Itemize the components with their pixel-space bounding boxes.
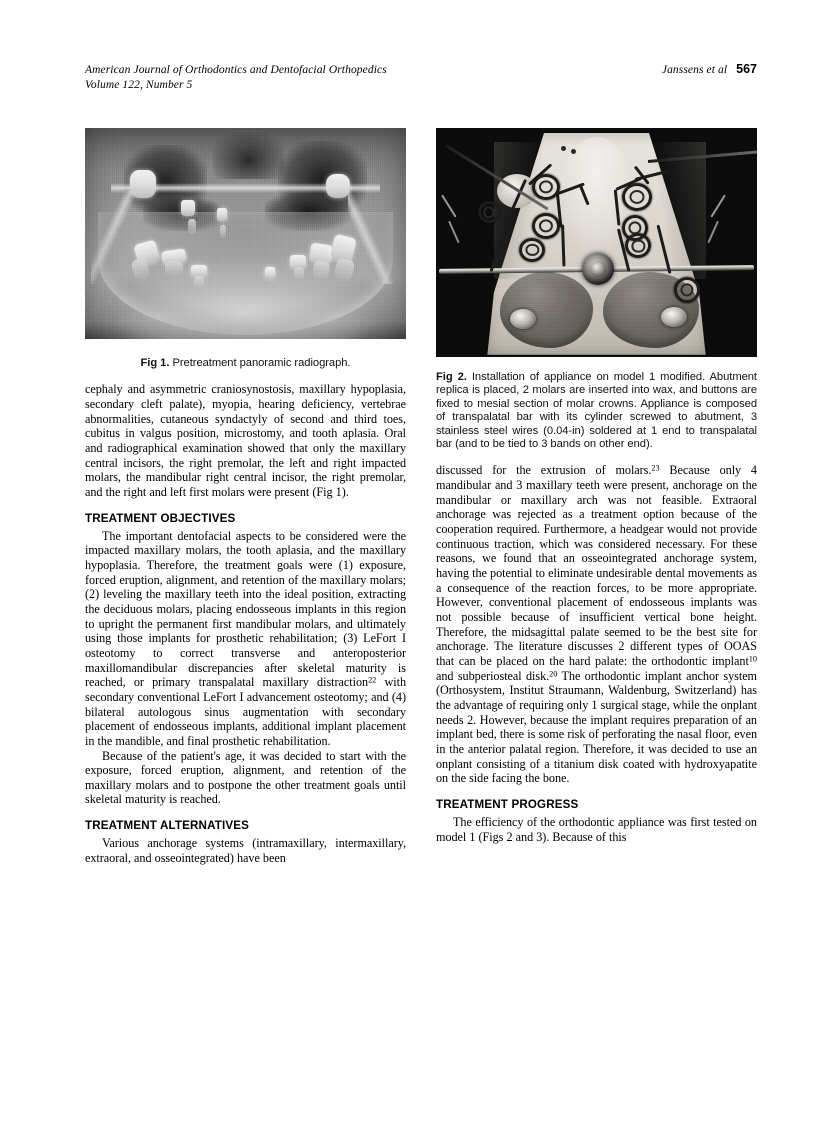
panoramic-radiograph-image <box>85 128 406 339</box>
running-head <box>85 60 757 93</box>
figure-1-caption-text: Pretreatment panoramic radiograph. <box>172 357 351 369</box>
paragraph-continued: cephaly and asymmetric craniosynostosis, maxillary hypoplasia, secondary cleft palate), myopia, hearing deficiency, vertebrae abnormalities, cutaneous syndactyly of second and third toes, cubitus in valgus position, microstomy, and tooth aplasia. Oral and radiographical examination showed that only the maxillary central incisors, the right premolar, the left and right impacted molars, the mandibular right central incisor, the right premolar, and the right and left first molars were present (Fig 1). <box>85 382 406 499</box>
figure-2-caption-text: Installation of appliance on model 1 modified. Abutment replica is placed, 2 molars are inserted into wax, and buttons are fixed to mesial section of molar crowns. Appliance is composed of transpalatal bar with its cylinder screwed to abutment, 3 stainless steel wires (0.04-in) soldered at 1 end to transpalatal bar (and to be tied to 3 bands on other end). <box>436 371 757 451</box>
right-column <box>436 128 757 844</box>
dental-model-appliance-image <box>436 128 757 357</box>
left-column-body <box>85 382 406 865</box>
journal-identification <box>85 60 387 93</box>
objectives-paragraph-2: Because of the patient's age, it was decided to start with the exposure, forced eruption, alignment, and retention of the maxillary molars and to postpone the other treatment goals until skeletal maturity is reached. <box>85 748 406 807</box>
page-number: 567 <box>736 62 757 76</box>
objectives-paragraph-1 <box>85 529 406 749</box>
reference-marker-23: 23 <box>651 463 660 473</box>
right-text-b: Because only 4 mandibular and 3 maxillary teeth were present, anchorage on the mandibular or maxillary arch was not feasible. Extraoral anchorage was rejected as a treatment option because of the cooperation required. Furthermore, a headgear would not provide continuous traction, which was considered necessary. For these reasons, we found that an osseointegrated anchorage system, having the potential to eliminate undesirable dental movements as a consequence of the reaction forces, to be more appropriate. However, conventional placement of endosseous implants was not possible because of insufficient vertical bone height. Therefore, the midsagittal palate seemed to be the best site for anchorage. The literature discusses 2 different types of OOAS that can be placed on the hard palate: the orthodontic implant <box>436 463 757 668</box>
journal-title: American Journal of Orthodontics and Dentofacial Orthopedics <box>85 64 387 76</box>
heading-treatment-progress: TREATMENT PROGRESS <box>436 797 579 811</box>
right-text-c: and subperiosteal disk. <box>436 668 550 683</box>
reference-marker-20: 20 <box>549 668 558 678</box>
right-text-a: discussed for the extrusion of molars. <box>436 463 652 478</box>
progress-paragraph-1: The efficiency of the orthodontic appliance was first tested on model 1 (Figs 2 and 3). Because of this <box>436 814 757 844</box>
figure-1 <box>85 128 406 370</box>
figure-2-caption <box>436 371 757 451</box>
running-head-right <box>662 62 757 76</box>
right-text-d: The orthodontic implant anchor system (Orthosystem, Institut Straumann, Waldenburg, Switzerland) has the advantage of requiring only 1 surgical stage, while the onplant needs 2. However, because the implant requires preparation of an implant bed, there is some risk of perforating the nasal floor, even in the anterior palatal region. Therefore, it was decided to use an onplant consisting of a titanium disk coated with hydroxyapatite on the side facing the bone. <box>436 668 757 786</box>
anchorage-discussion-paragraph <box>436 463 757 785</box>
figure-1-caption <box>85 357 406 370</box>
reference-marker-22: 22 <box>368 675 377 685</box>
figure-1-label: Fig 1. <box>140 357 170 369</box>
reference-marker-10: 10 <box>748 654 757 664</box>
objectives-text-a: The important dentofacial aspects to be considered were the impacted maxillary molars, the tooth aplasia, and the maxillary hypoplasia. Therefore, the treatment goals were (1) exposure, forced eruption, alignment, and retention of the maxillary molars; (2) leveling the maxillary teeth into the ideal position, extracting the deciduous molars, placing endosseous implants in this region to upright the permanent first mandibular molars, and ultimately using those implants for prosthetic rehabilitation; (3) LeFort I osteotomy to correct transverse and anteroposterior maxillomandibular discrepancies after skeletal maturity is reached, or primary transpalatal maxillary distraction <box>85 528 406 690</box>
heading-treatment-alternatives: TREATMENT ALTERNATIVES <box>85 819 249 833</box>
right-column-body <box>436 463 757 844</box>
journal-volume-issue: Volume 122, Number 5 <box>85 79 193 91</box>
left-column <box>85 128 406 865</box>
article-authors: Janssens et al <box>661 64 728 76</box>
heading-treatment-objectives: TREATMENT OBJECTIVES <box>85 511 236 525</box>
figure-2 <box>436 128 757 451</box>
alternatives-paragraph-1: Various anchorage systems (intramaxillary, intermaxillary, extraoral, and osseointegrated) have been <box>85 836 406 865</box>
objectives-text-b: with secondary conventional LeFort I advancement osteotomy; and (4) bilateral autologous sinus augmentation with secondary placement of endosseous implants, additional implant placement in the mandible, and final prosthetic rehabilitation. <box>85 675 406 748</box>
figure-2-label: Fig 2. <box>436 371 467 383</box>
